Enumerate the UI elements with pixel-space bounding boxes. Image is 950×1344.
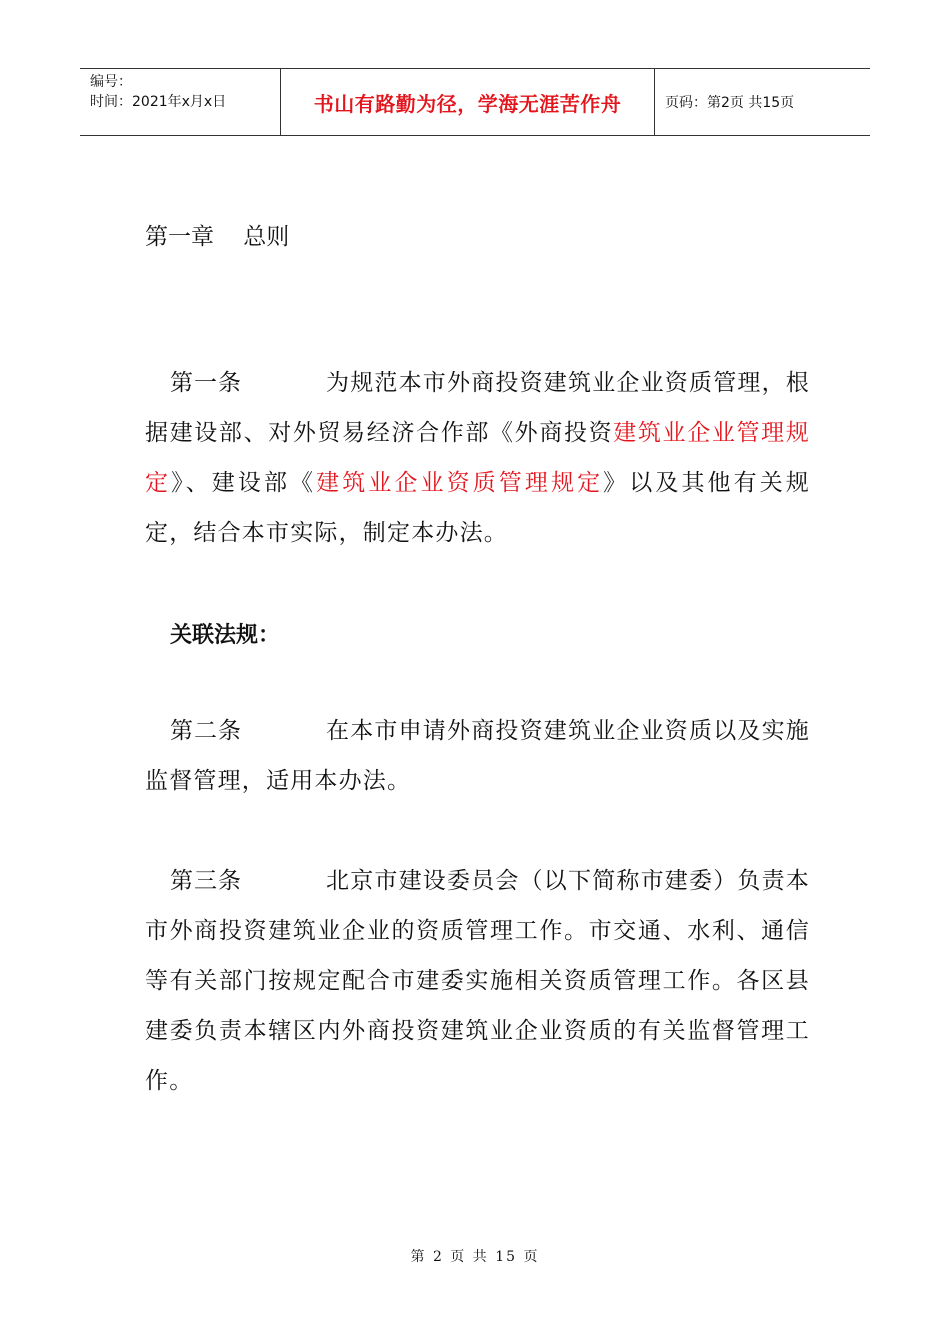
header-page-cell bbox=[655, 69, 870, 135]
article-1-text-3: 》以及其他有关规定，结合本市实际，制定本办法。 bbox=[145, 470, 811, 546]
related-regulations-label: 关联法规： bbox=[170, 623, 281, 648]
article-2-text: 在本市申请外商投资建筑业企业资质以及实施监督管理，适用本办法。 bbox=[145, 718, 810, 794]
header-page-info: 页码：第2页 共15页 bbox=[665, 95, 795, 111]
chapter-title: 第一章 总则 bbox=[145, 224, 290, 250]
header-motto-cell bbox=[281, 69, 655, 135]
header-table bbox=[80, 68, 870, 136]
article-3-text: 北京市建设委员会（以下简称市建委）负责本市外商投资建筑业企业的资质管理工作。市交通、水利、通信等有关部门按规定配合市建委实施相关资质管理工作。各区县建委负责本辖区内外商投资建筑业企业资质的有关监督管理工作。 bbox=[145, 868, 810, 1094]
article-1 bbox=[145, 358, 810, 558]
header-meta-cell bbox=[80, 69, 281, 135]
time-label: 时间：2021年x月x日 bbox=[90, 94, 227, 110]
article-1-text-2: 》、建设部《 bbox=[171, 470, 317, 496]
article-1-link-2[interactable]: 建筑业企业资质管理规定 bbox=[316, 470, 604, 496]
footer-page-info: 第 2 页 共 15 页 bbox=[410, 1249, 540, 1265]
article-1-lead: 第一条 bbox=[170, 370, 242, 396]
serial-label: 编号： bbox=[90, 74, 132, 90]
article-3 bbox=[145, 856, 810, 1106]
article-1-text-1: 为规范本市外商投资建筑业企业资质管理，根据建设部、对外贸易经济合作部《外商投资 bbox=[145, 370, 810, 446]
article-2-lead: 第二条 bbox=[170, 718, 242, 744]
article-2 bbox=[145, 706, 810, 806]
motto-text: 书山有路勤为径，学海无涯苦作舟 bbox=[313, 91, 622, 116]
article-1-link-1[interactable]: 建筑业企业管理规定 bbox=[145, 420, 810, 496]
article-3-lead: 第三条 bbox=[170, 868, 242, 894]
